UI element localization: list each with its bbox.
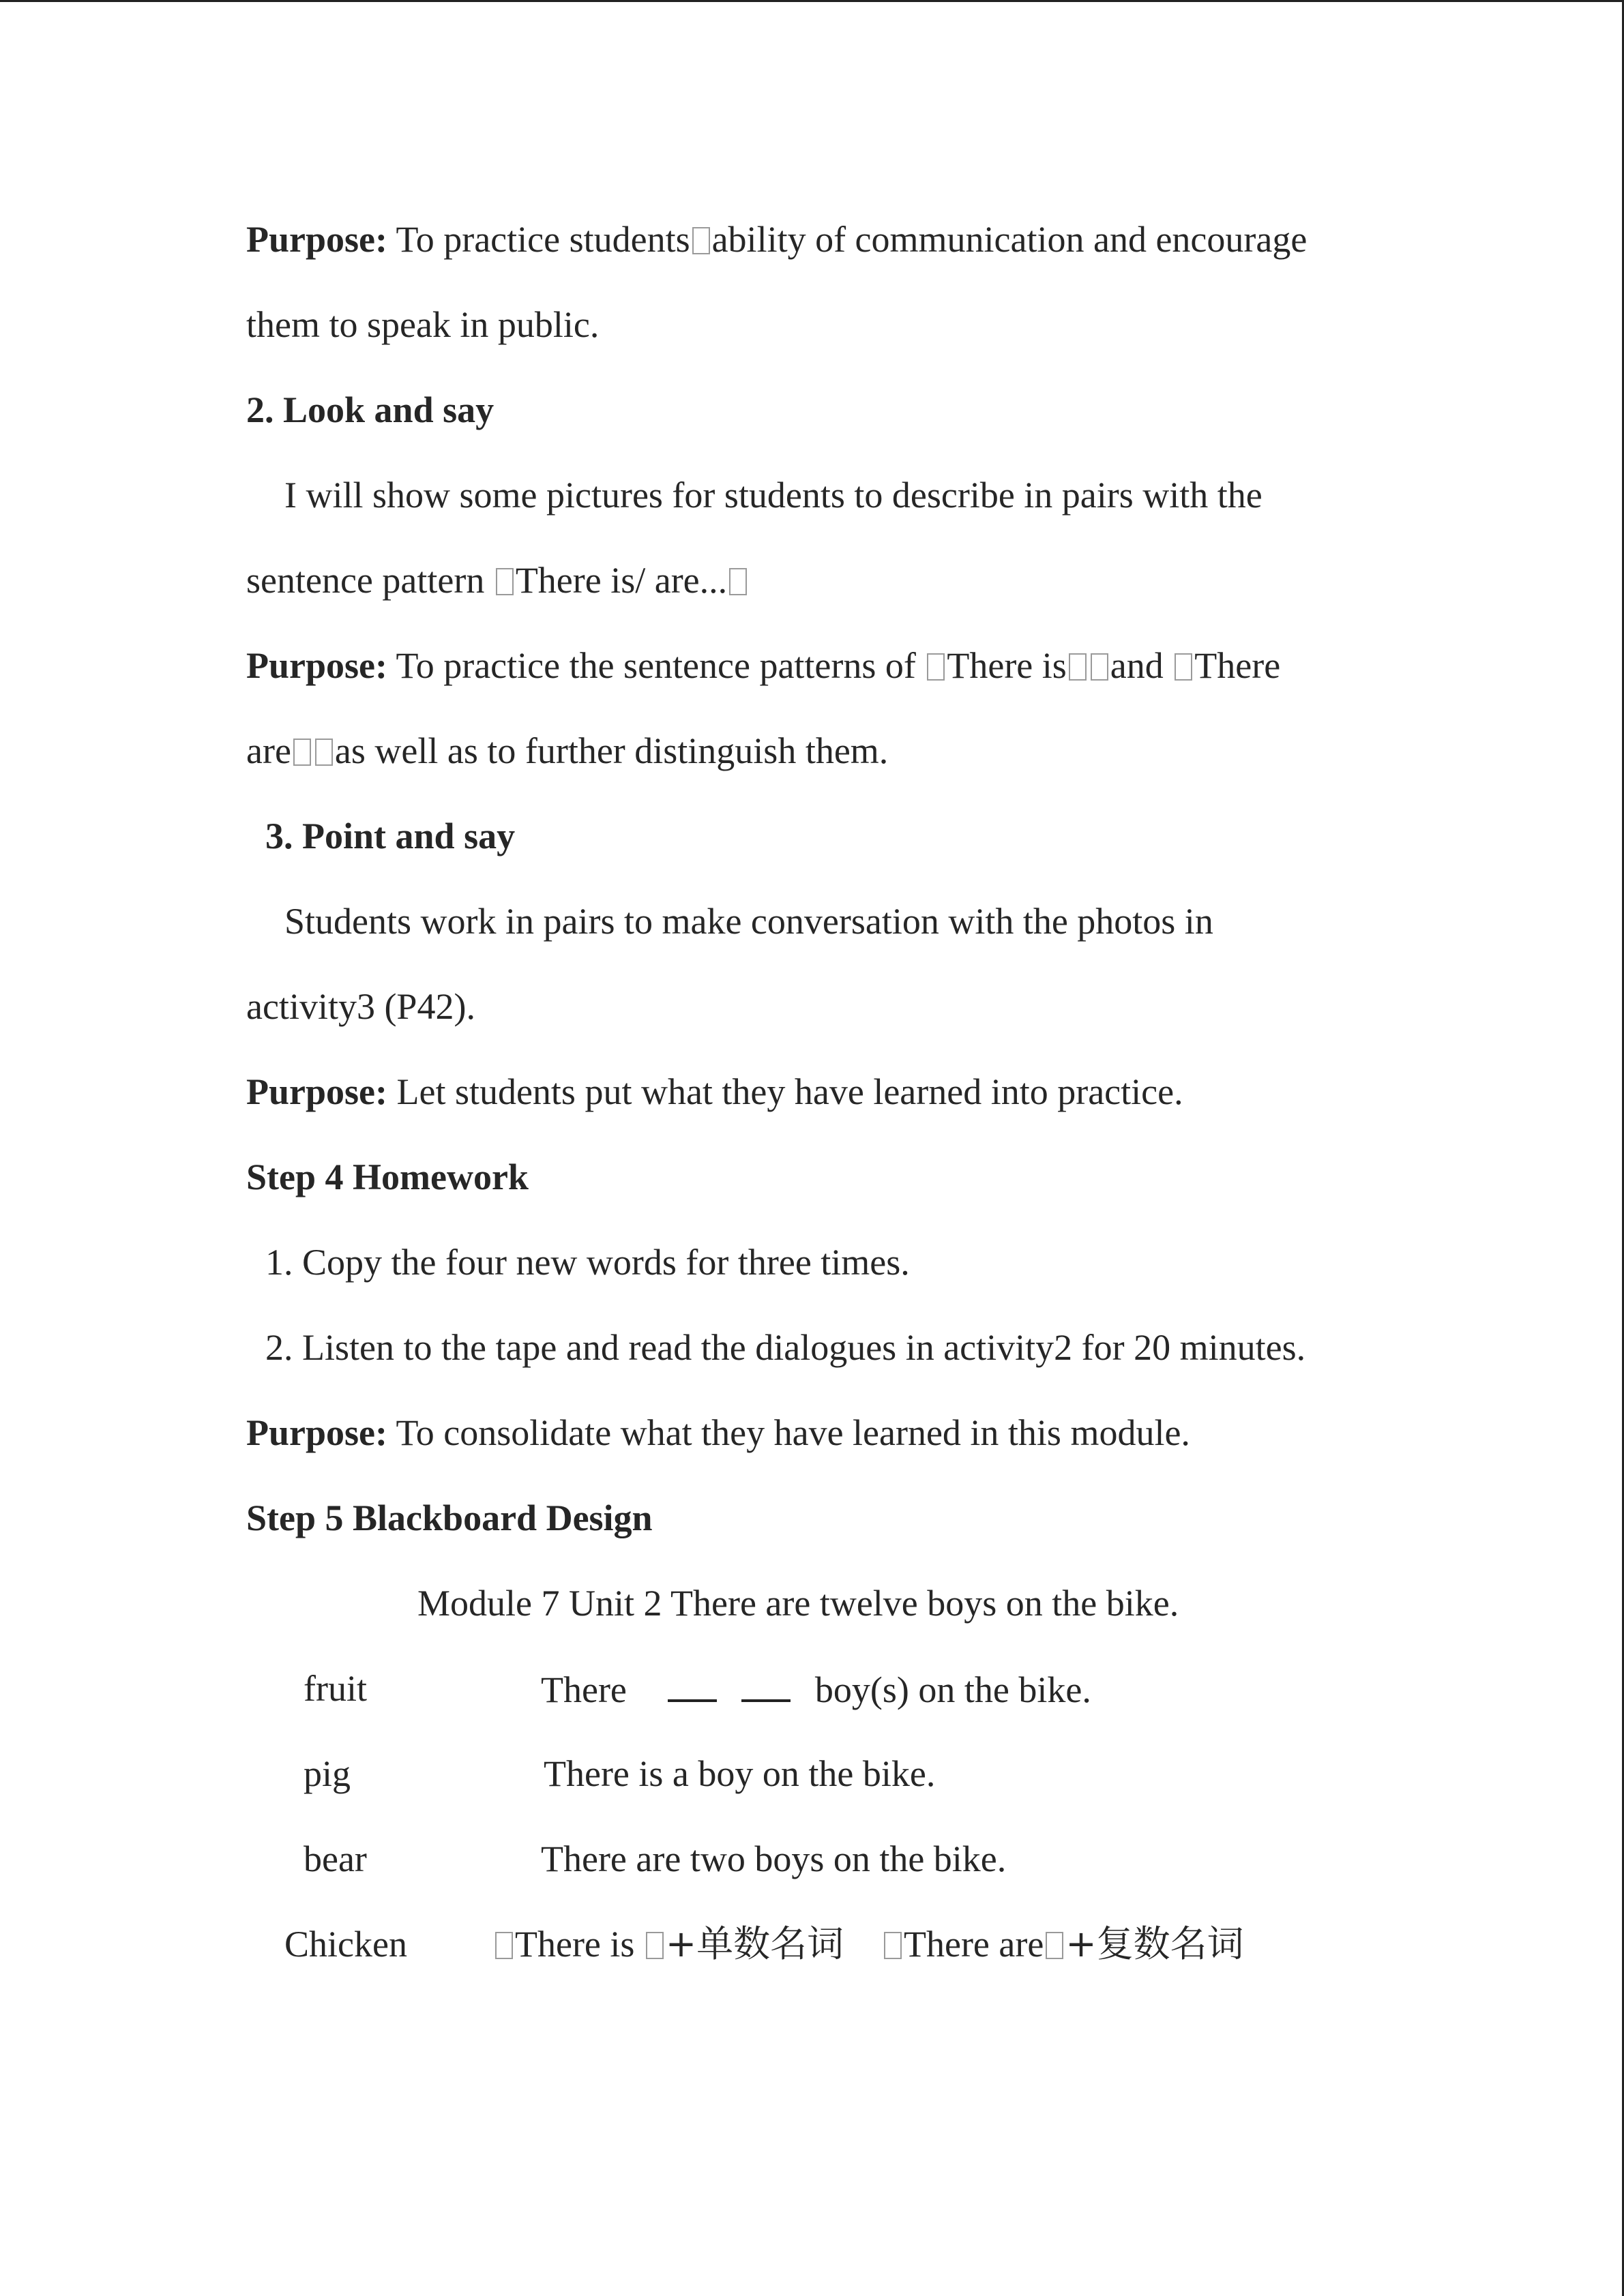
purpose-line-1 bbox=[246, 218, 1307, 261]
board-rule-text: +单数名词 bbox=[665, 1922, 844, 1965]
board-rule-plural bbox=[882, 1922, 1244, 1966]
board-word-pig bbox=[304, 1752, 351, 1795]
board-word-chicken bbox=[284, 1922, 407, 1966]
board-word-bear bbox=[304, 1837, 367, 1881]
blackboard-title bbox=[417, 1581, 1179, 1625]
blank-line bbox=[668, 1667, 717, 1702]
purpose-line-4 bbox=[246, 1411, 1190, 1455]
purpose-text: ability of communication and encourage bbox=[711, 219, 1308, 260]
board-sentence-1 bbox=[541, 1667, 1091, 1712]
paragraph-text: I will show some pictures for students to describe in pairs with the bbox=[284, 475, 1263, 516]
top-border bbox=[0, 0, 1624, 2]
paragraph-text: activity3 (P42). bbox=[246, 986, 475, 1027]
list-item-text: 1. Copy the four new words for three times. bbox=[265, 1242, 910, 1283]
purpose-text: There is bbox=[947, 645, 1067, 686]
missing-glyph-box bbox=[646, 1932, 664, 1959]
purpose-text: There bbox=[1194, 645, 1281, 686]
board-rule-text: There is bbox=[515, 1924, 635, 1965]
heading-text: 2. Look and say bbox=[246, 389, 494, 430]
paragraph-text: There is/ are... bbox=[515, 560, 728, 601]
board-word: Chicken bbox=[284, 1924, 407, 1965]
board-rule-text: There are bbox=[904, 1924, 1044, 1965]
purpose-line-2-cont bbox=[246, 729, 888, 773]
board-sentence-text: There is a boy on the bike. bbox=[544, 1753, 936, 1794]
purpose-text: To consolidate what they have learned in this module. bbox=[396, 1412, 1190, 1453]
purpose-line-1-cont bbox=[246, 303, 599, 346]
purpose-text: them to speak in public. bbox=[246, 304, 600, 345]
board-word: fruit bbox=[304, 1668, 367, 1709]
missing-glyph-box bbox=[1046, 1932, 1063, 1959]
paragraph-text: sentence pattern bbox=[246, 560, 485, 601]
missing-glyph-box bbox=[927, 653, 945, 681]
heading-point-and-say bbox=[265, 814, 515, 858]
missing-glyph-box bbox=[1175, 653, 1192, 681]
blackboard-title-text: Module 7 Unit 2 There are twelve boys on the bike. bbox=[417, 1583, 1179, 1624]
heading-text: Step 5 Blackboard Design bbox=[246, 1497, 653, 1538]
purpose-text: To practice students bbox=[396, 219, 690, 260]
purpose-text: and bbox=[1110, 645, 1164, 686]
board-rule-text: +复数名词 bbox=[1065, 1922, 1244, 1965]
board-rule-singular bbox=[493, 1922, 844, 1966]
blank-line bbox=[741, 1667, 791, 1702]
purpose-line-2 bbox=[246, 644, 1280, 687]
look-say-paragraph-cont bbox=[246, 558, 749, 602]
purpose-label: Purpose: bbox=[246, 645, 387, 686]
missing-glyph-box bbox=[315, 739, 333, 766]
board-word-fruit bbox=[304, 1667, 367, 1710]
homework-item-2 bbox=[265, 1326, 1305, 1369]
list-item-text: 2. Listen to the tape and read the dialogues in activity2 for 20 minutes. bbox=[265, 1327, 1306, 1368]
paragraph-text: Students work in pairs to make conversation with the photos in bbox=[284, 901, 1213, 942]
homework-item-1 bbox=[265, 1240, 910, 1284]
missing-glyph-box bbox=[1069, 653, 1087, 681]
missing-glyph-box bbox=[293, 739, 311, 766]
purpose-text: Let students put what they have learned into practice. bbox=[396, 1071, 1183, 1112]
heading-text: 3. Point and say bbox=[265, 816, 516, 856]
board-sentence-3 bbox=[541, 1837, 1006, 1881]
purpose-label: Purpose: bbox=[246, 1412, 387, 1453]
missing-glyph-box bbox=[495, 1932, 513, 1959]
purpose-text: To practice the sentence patterns of bbox=[396, 645, 916, 686]
heading-homework bbox=[246, 1155, 529, 1199]
board-word: pig bbox=[304, 1753, 351, 1794]
point-say-paragraph-cont bbox=[246, 985, 475, 1028]
missing-glyph-box bbox=[692, 227, 710, 254]
board-sentence-text: There bbox=[541, 1669, 627, 1710]
purpose-label: Purpose: bbox=[246, 1071, 387, 1112]
purpose-label: Purpose: bbox=[246, 219, 387, 260]
heading-text: Step 4 Homework bbox=[246, 1157, 529, 1197]
purpose-line-3 bbox=[246, 1070, 1183, 1114]
heading-blackboard bbox=[246, 1496, 653, 1540]
look-say-paragraph bbox=[284, 473, 1263, 517]
missing-glyph-box bbox=[1091, 653, 1108, 681]
board-word: bear bbox=[304, 1838, 367, 1879]
missing-glyph-box bbox=[496, 568, 514, 595]
missing-glyph-box bbox=[729, 568, 747, 595]
missing-glyph-box bbox=[884, 1932, 902, 1959]
point-say-paragraph bbox=[284, 899, 1213, 943]
board-sentence-text: There are two boys on the bike. bbox=[541, 1838, 1007, 1879]
heading-look-and-say bbox=[246, 388, 494, 432]
board-sentence-2 bbox=[544, 1752, 935, 1795]
purpose-text: are bbox=[246, 730, 291, 771]
board-sentence-text: boy(s) on the bike. bbox=[814, 1669, 1091, 1710]
purpose-text: as well as to further distinguish them. bbox=[334, 730, 889, 771]
